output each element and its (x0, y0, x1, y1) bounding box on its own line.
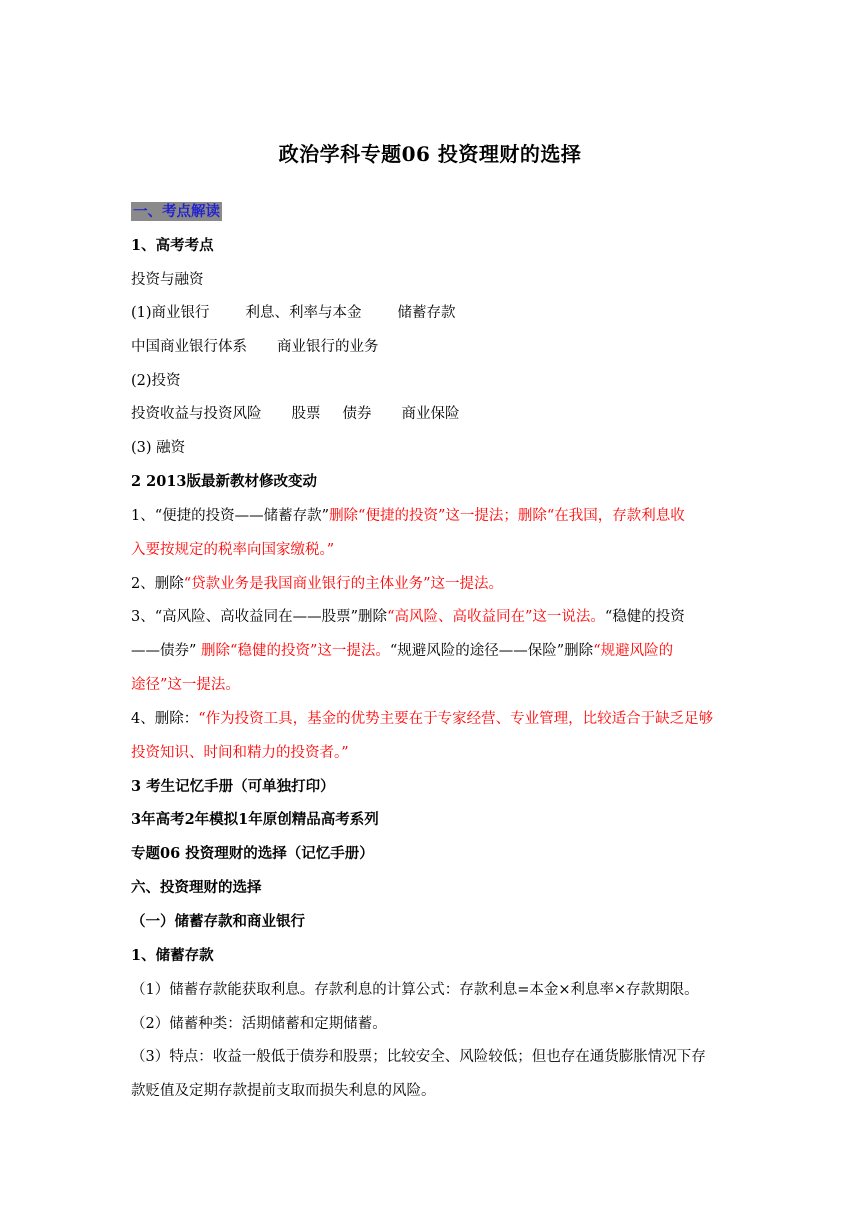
paragraph-3-line-2: 款贬值及定期存款提前支取而损失利息的风险。 (131, 1083, 436, 1099)
text-rongzi: (3) 融资 (131, 440, 186, 456)
change-1-line-2: 入要按规定的税率向国家缴税。” (131, 542, 335, 558)
change-4-line-2: 投资知识、时间和精力的投资者。” (131, 745, 349, 761)
heading-savings: 1、储蓄存款 (131, 947, 214, 964)
topic-row-3 (131, 404, 731, 424)
section-heading-kaodian: 一、考点解读 (133, 203, 220, 220)
topic-item: 中国商业银行体系 (131, 339, 247, 355)
change-3-line-3: 途径”这一提法。 (131, 677, 240, 693)
topic-item: 投资收益与投资风险 (131, 406, 262, 422)
topic-item: 利息、利率与本金 (245, 305, 362, 321)
change-4-line-1: 4、删除：“作为投资工具，基金的优势主要在于专家经营、专业管理，比较适合于缺乏足够 (131, 711, 714, 727)
heading-savings-bank: （一）储蓄存款和商业银行 (131, 913, 305, 930)
heading-six: 六、投资理财的选择 (131, 879, 262, 896)
heading-memory-handbook: 3 考生记忆手册（可单独打印） (131, 778, 335, 795)
heading-series: 3年高考2年模拟1年原创精品高考系列 (131, 811, 379, 828)
topic-item: 债券 (342, 406, 372, 422)
text-touzi: (2)投资 (131, 373, 181, 389)
heading-textbook-changes: 2 2013版最新教材修改变动 (131, 473, 317, 490)
paragraph-3-line-1: （3）特点：收益一般低于债券和股票；比较安全、风险较低；但也存在通货膨胀情况下存 (131, 1049, 706, 1065)
topic-row-1 (131, 303, 731, 323)
change-2: 2、删除“贷款业务是我国商业银行的主体业务”这一提法。 (131, 576, 504, 592)
topic-row-2 (131, 337, 731, 357)
topic-item: 股票 (291, 406, 321, 422)
change-3-line-2: ——债券” 删除“稳健的投资”这一提法。“规避风险的途径——保险”删除“规避风险的 (131, 643, 674, 659)
page-title: 政治学科专题06 投资理财的选择 (278, 142, 582, 166)
heading-gaokao-kaodian: 1、高考考点 (131, 237, 214, 254)
change-1-line-1: 1、“便捷的投资——储蓄存款”删除“便捷的投资”这一提法；删除“在我国，存款利息收 (131, 508, 685, 524)
text-touzi-rongzi: 投资与融资 (131, 272, 204, 288)
topic-item: 商业保险 (401, 406, 460, 422)
topic-item: (1)商业银行 (131, 305, 210, 321)
heading-topic: 专题06 投资理财的选择（记忆手册） (131, 845, 374, 862)
topic-item: 储蓄存款 (397, 305, 456, 321)
paragraph-2: （2）储蓄种类：活期储蓄和定期储蓄。 (131, 1016, 387, 1032)
paragraph-1: （1）储蓄存款能获取利息。存款利息的计算公式：存款利息=本金×利息率×存款期限。 (131, 982, 699, 998)
change-3-line-1: 3、“高风险、高收益同在——股票”删除“高风险、高收益同在”这一说法。“稳健的投资 (131, 609, 685, 625)
topic-item: 商业银行的业务 (277, 339, 379, 355)
